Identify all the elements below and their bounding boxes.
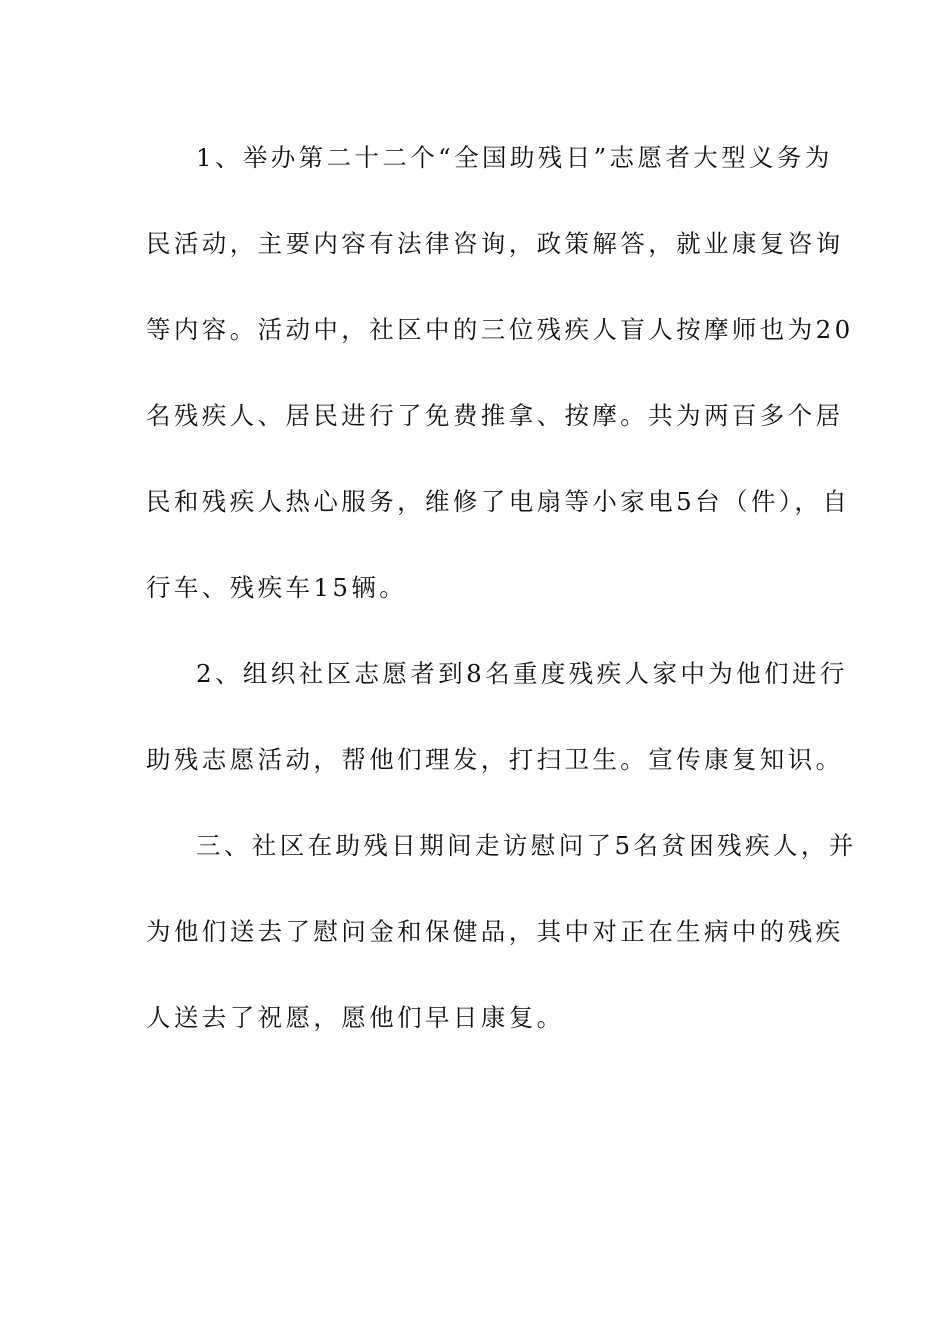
text-line: 等内容。活动中，社区中的三位残疾人盲人按摩师也为20 (146, 315, 854, 344)
text-line: 民和残疾人热心服务，维修了电扇等小家电5台（件），自 (146, 487, 851, 516)
text-line: 名残疾人、居民进行了免费推拿、按摩。共为两百多个居 (146, 401, 844, 430)
text-line: 人送去了祝愿，愿他们早日康复。 (146, 1003, 565, 1032)
text-line: 三、社区在助残日期间走访慰问了5名贫困残疾人，并 (196, 831, 857, 860)
text-line: 助残志愿活动，帮他们理发，打扫卫生。宣传康复知识。 (146, 745, 844, 774)
text-line: 2、组织社区志愿者到8名重度残疾人家中为他们进行 (196, 659, 848, 688)
text-line: 民活动，主要内容有法律咨询，政策解答，就业康复咨询 (146, 229, 844, 258)
text-line: 为他们送去了慰问金和保健品，其中对正在生病中的残疾 (146, 917, 844, 946)
text-line: 1、举办第二十二个“全国助残日”志愿者大型义务为 (196, 143, 833, 172)
text-line: 行车、残疾车15辆。 (146, 573, 408, 602)
